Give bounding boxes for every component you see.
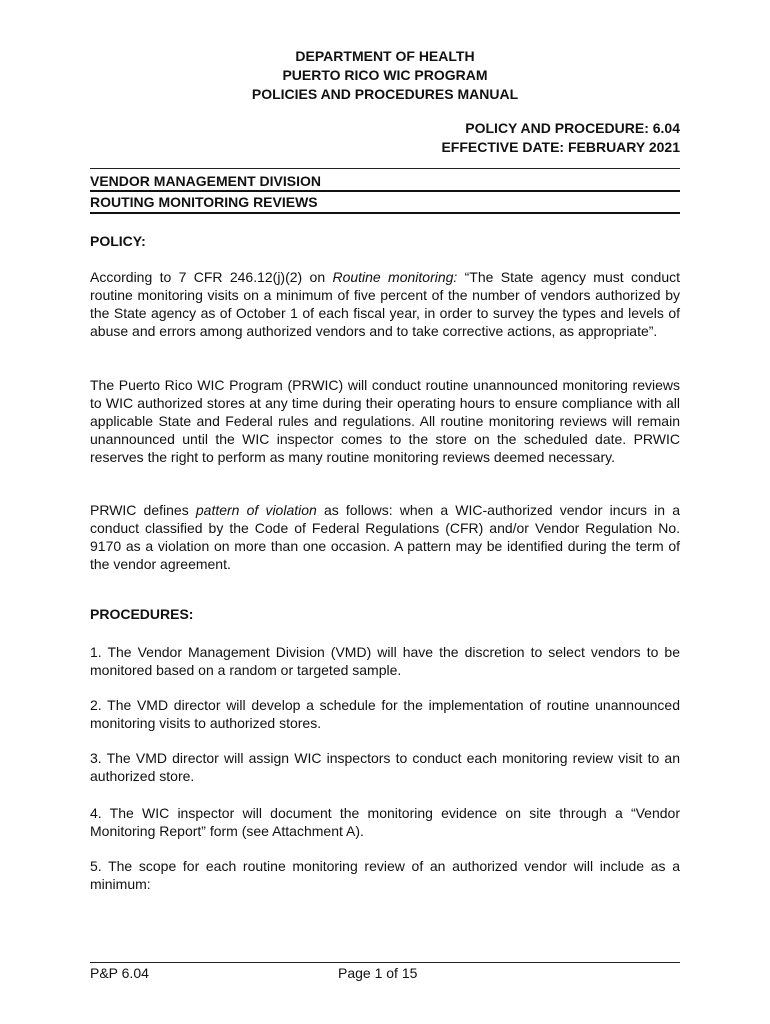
- footer-document-code: P&P 6.04: [90, 965, 149, 981]
- effective-date: EFFECTIVE DATE: FEBRUARY 2021: [441, 139, 680, 155]
- header-divider: [90, 168, 680, 169]
- procedure-item-4: 4. The WIC inspector will document the monitoring evidence on site through a “Vendor Monitoring Report” form (see Attachment A).: [90, 805, 680, 839]
- subject-divider: [90, 212, 680, 214]
- footer-divider: [90, 962, 680, 963]
- footer-page-number: Page 1 of 15: [338, 965, 418, 981]
- policy-paragraph-2: The Puerto Rico WIC Program (PRWIC) will conduct routine unannounced monitoring reviews to WIC authorized stores at any time during their operating hours to ensure compliance with all applicable State and Federal rules and regulations. All routine monitoring reviews will remain unannounced until the WIC inspector comes to the store on the scheduled date. PRWIC reserves the right to perform as many routine monitoring reviews deemed necessary.: [90, 377, 680, 465]
- policy-paragraph-3: PRWIC defines pattern of violation as follows: when a WIC-authorized vendor incurs in a conduct classified by the Code of Federal Regulations (CFR) and/or Vendor Regulation No. 9170 as a violation on more than one occasion. A pattern may be identified during the term of the vendor agreement.: [90, 502, 681, 572]
- procedure-item-1: 1. The Vendor Management Division (VMD) will have the discretion to select vendors to be monitored based on a random or targeted sample.: [90, 644, 680, 678]
- division-divider: [90, 190, 680, 192]
- header-program: PUERTO RICO WIC PROGRAM: [282, 67, 488, 83]
- procedure-item-5: 5. The scope for each routine monitoring review of an authorized vendor will include as a minimum:: [90, 858, 680, 892]
- header-manual-title: POLICIES AND PROCEDURES MANUAL: [251, 86, 519, 102]
- policy-number: POLICY AND PROCEDURE: 6.04: [465, 120, 680, 136]
- header-department: DEPARTMENT OF HEALTH: [295, 48, 475, 64]
- procedure-item-2: 2. The VMD director will develop a schedule for the implementation of routine unannounced monitoring visits to authorized stores.: [90, 697, 680, 731]
- procedures-heading: PROCEDURES:: [90, 606, 194, 622]
- subject-title: ROUTING MONITORING REVIEWS: [90, 194, 318, 210]
- policy-heading: POLICY:: [90, 233, 146, 249]
- procedure-item-3: 3. The VMD director will assign WIC inspectors to conduct each monitoring review visit to an authorized store.: [90, 750, 680, 784]
- policy-paragraph-1: According to 7 CFR 246.12(j)(2) on Routine monitoring: “The State agency must conduct routine monitoring visits on a minimum of five percent of the number of vendors authorized by the State agency as of October 1 of each fiscal year, in order to survey the types and levels of abuse and errors among authorized vendors and to take corrective actions, as appropriate”.: [90, 269, 680, 339]
- division-title: VENDOR MANAGEMENT DIVISION: [90, 173, 322, 189]
